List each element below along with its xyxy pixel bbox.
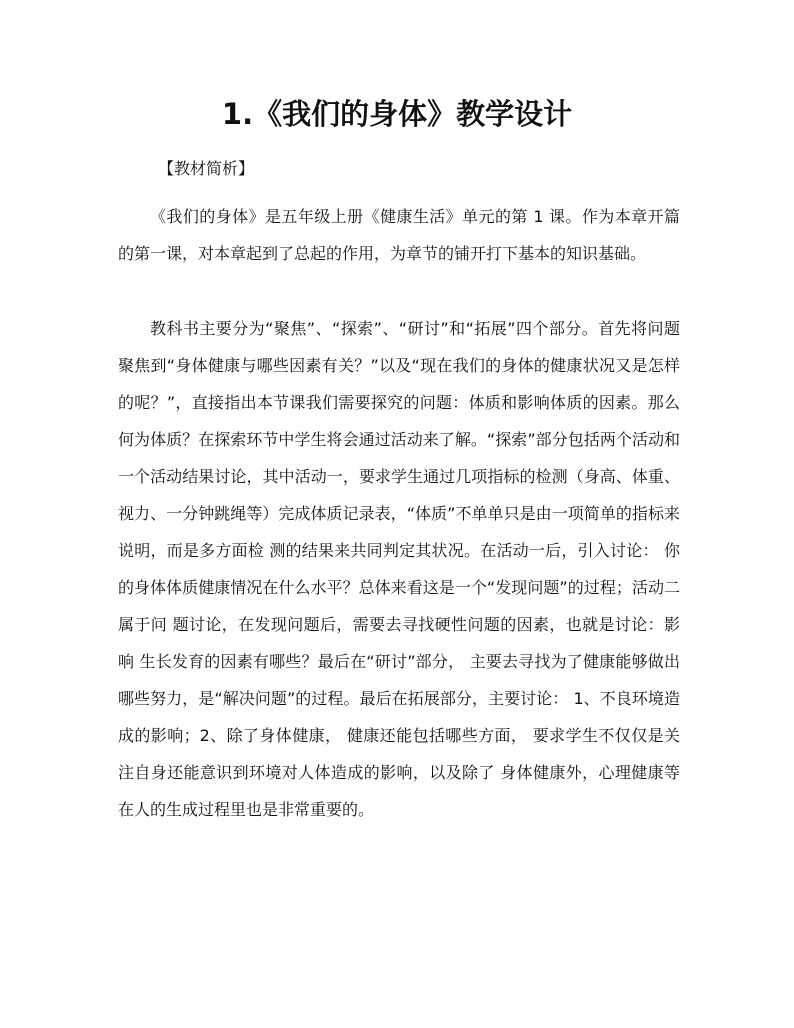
paragraph-textbook-structure: 教科书主要分为“聚焦”、“探索”、“研讨”和“拓展”四个部分。首先将问题聚焦到“身体健康与哪些因素有关？”以及“现在我们的身体的健康状况又是怎样的呢？”，直接指出本节课我们需要探究的问题：体质和影响体质的因素。那么何为体质？在探索环节中学生将会通过活动来了解。“探索”部分包括两个活动和一个活动结果讨论，其中活动一，要求学生通过几项指标的检测（身高、体重、视力、一分钟跳绳等）完成体质记录表，“体质”不单单只是由一项简单的指标来说明，而是多方面检 测的结果来共同判定其状况。在活动一后，引入讨论： 你的身体体质健康情况在什么水平？总体来看这是一个“发现问题”的过程；活动二属于问 题讨论，在发现问题后，需要去寻找硬性问题的因素，也就是讨论：影响 生长发育的因素有哪些？最后在“研讨”部分， 主要去寻找为了健康能够做出哪些努力，是“解决问题”的过程。最后在拓展部分，主要讨论： 1、不良环境造成的影响；2、除了身体健康， 健康还能包括哪些方面， 要求学生不仅仅是关注自身还能意识到环境对人体造成的影响，以及除了 身体健康外，心理健康等在人的生成过程里也是非常重要的。 bbox=[118, 319, 680, 819]
paragraph-lesson-overview: 《我们的身体》是五年级上册《健康生活》单元的第 1 课。作为本章开篇的第一课，对本章起到了总起的作用，为章节的铺开打下基本的知识基础。 bbox=[118, 207, 680, 263]
document-title: 1.《我们的身体》教学设计 bbox=[221, 97, 573, 131]
section-heading-textbook-analysis: 【教材简析】 bbox=[158, 159, 255, 178]
